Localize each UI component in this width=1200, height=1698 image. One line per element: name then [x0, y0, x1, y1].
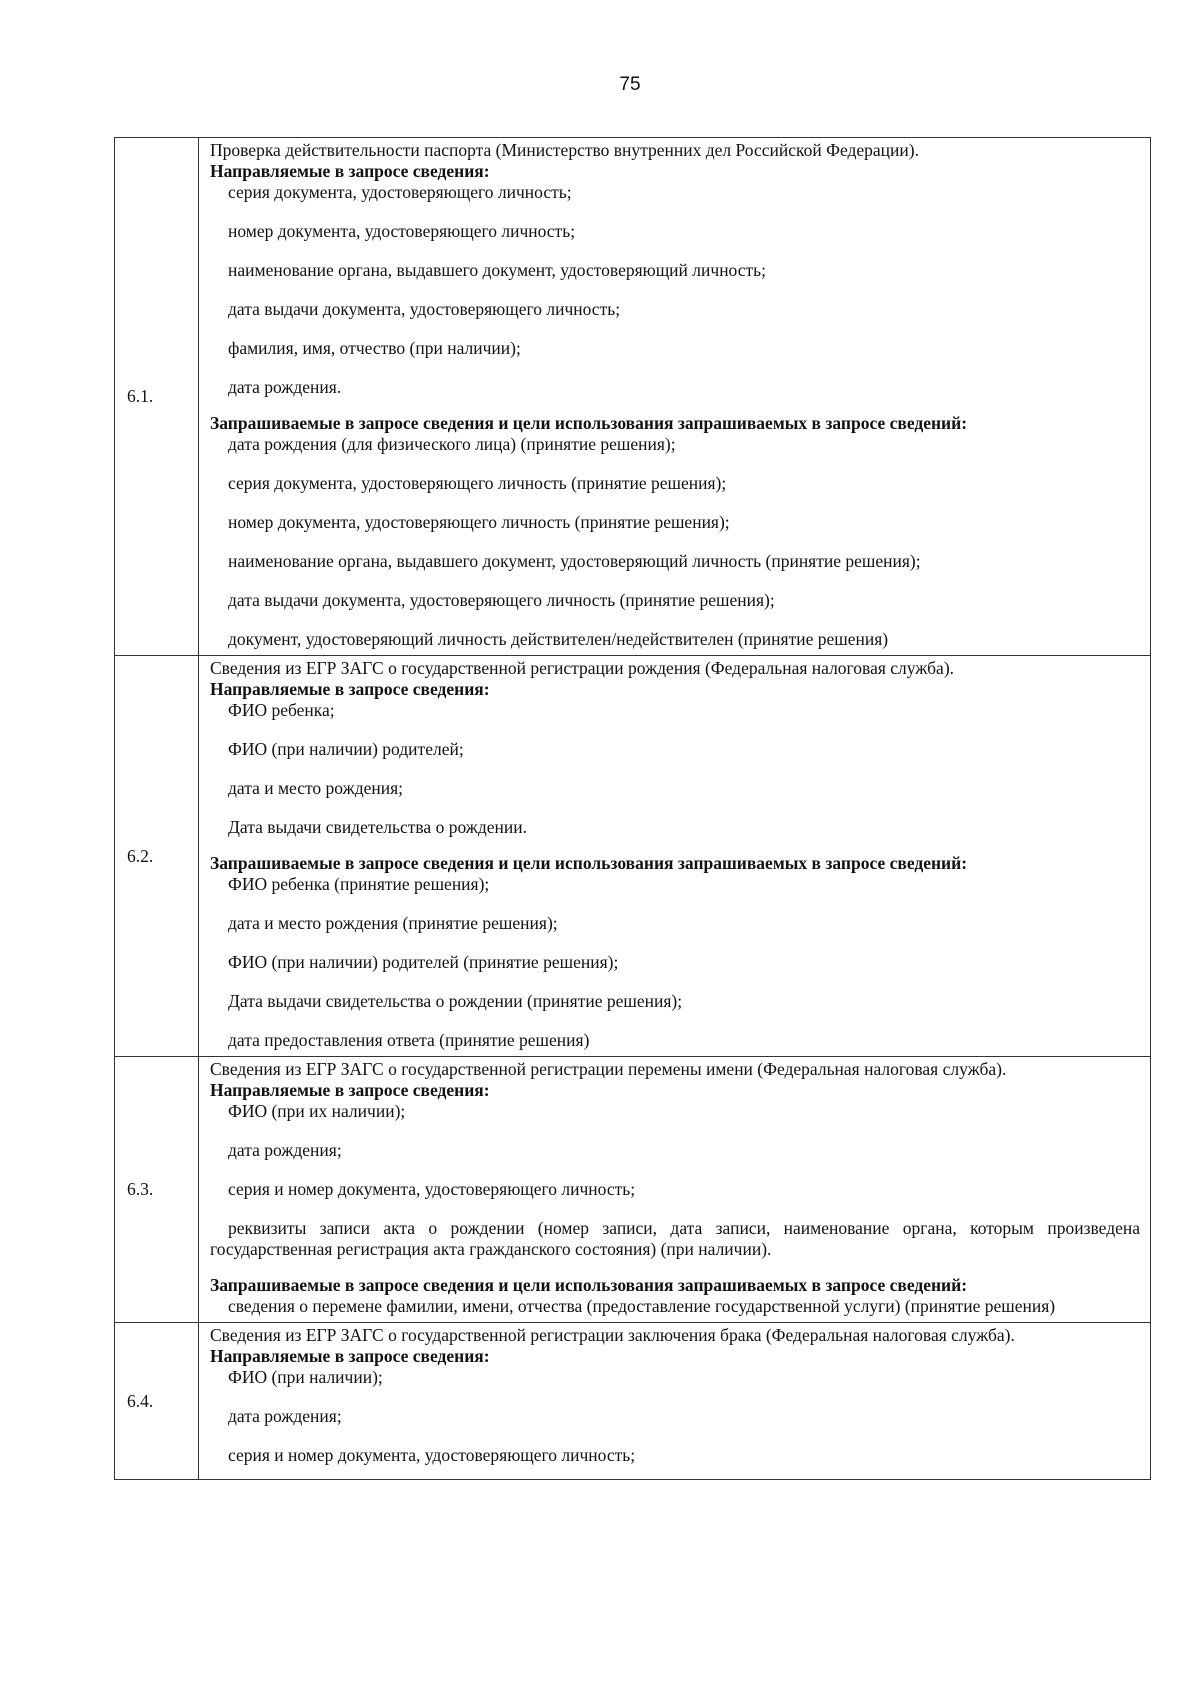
requested-heading: Запрашиваемые в запросе сведения и цели использования запрашиваемых в запросе сведений:	[210, 413, 968, 433]
list-item: ФИО (при их наличии);	[228, 1101, 406, 1121]
list-item: дата рождения.	[228, 377, 342, 397]
page-number: 75	[619, 74, 641, 95]
list-item: серия и номер документа, удостоверяющего личность;	[228, 1179, 636, 1199]
list-item: ФИО ребенка (принятие решения);	[228, 874, 490, 894]
list-item: дата и место рождения;	[228, 778, 404, 798]
list-item: ФИО (при наличии);	[228, 1367, 383, 1387]
row-intro: Сведения из ЕГР ЗАГС о государственной регистрации заключения брака (Федеральная налоговая служба).	[210, 1325, 1015, 1345]
list-item: ФИО (при наличии) родителей;	[228, 739, 464, 759]
row-intro: Сведения из ЕГР ЗАГС о государственной регистрации рождения (Федеральная налоговая служба).	[210, 658, 955, 678]
sent-heading: Направляемые в запросе сведения:	[210, 161, 490, 181]
list-item: реквизиты записи акта о рождении (номер записи, дата записи, наименование органа, которым произведена государственная регистрация акта гражданского состояния) (при наличии).	[210, 1218, 1140, 1259]
row-number: 6.2.	[115, 656, 199, 1057]
list-item: дата и место рождения (принятие решения);	[228, 913, 558, 933]
list-item: дата рождения (для физического лица) (принятие решения);	[228, 434, 676, 454]
table-row	[115, 138, 1151, 656]
list-item: серия и номер документа, удостоверяющего личность;	[228, 1445, 636, 1465]
requested-heading: Запрашиваемые в запросе сведения и цели использования запрашиваемых в запросе сведений:	[210, 1275, 968, 1295]
list-item: Дата выдачи свидетельства о рождении (принятие решения);	[228, 991, 683, 1011]
list-item: дата рождения;	[228, 1406, 342, 1426]
row-number: 6.4.	[115, 1323, 199, 1480]
list-item: номер документа, удостоверяющего личность;	[228, 221, 576, 241]
row-content	[199, 138, 1151, 656]
row-number: 6.1.	[115, 138, 199, 656]
row-intro: Проверка действительности паспорта (Министерство внутренних дел Российской Федерации).	[210, 140, 919, 160]
list-item: дата предоставления ответа (принятие решения)	[228, 1030, 590, 1050]
list-item: дата выдачи документа, удостоверяющего личность;	[228, 299, 621, 319]
row-content	[199, 1057, 1151, 1323]
table-row	[115, 656, 1151, 1057]
list-item: документ, удостоверяющий личность действителен/недействителен (принятие решения)	[228, 629, 889, 649]
sent-heading: Направляемые в запросе сведения:	[210, 1080, 490, 1100]
list-item: Дата выдачи свидетельства о рождении.	[228, 817, 527, 837]
list-item: сведения о перемене фамилии, имени, отчества (предоставление государственной услуги) (принятие решения)	[228, 1296, 1056, 1316]
list-item: номер документа, удостоверяющего личность (принятие решения);	[228, 512, 730, 532]
list-item: серия документа, удостоверяющего личность;	[228, 182, 572, 202]
row-content	[199, 656, 1151, 1057]
list-item: фамилия, имя, отчество (при наличии);	[228, 338, 521, 358]
sent-heading: Направляемые в запросе сведения:	[210, 679, 490, 699]
table-row	[115, 1057, 1151, 1323]
list-item: серия документа, удостоверяющего личность (принятие решения);	[228, 473, 727, 493]
list-item: наименование органа, выдавшего документ, удостоверяющий личность (принятие решения);	[228, 551, 921, 571]
row-content	[199, 1323, 1151, 1480]
list-item: ФИО ребенка;	[228, 700, 335, 720]
row-number: 6.3.	[115, 1057, 199, 1323]
requested-heading: Запрашиваемые в запросе сведения и цели использования запрашиваемых в запросе сведений:	[210, 853, 968, 873]
list-item: наименование органа, выдавшего документ, удостоверяющий личность;	[228, 260, 766, 280]
sent-heading: Направляемые в запросе сведения:	[210, 1346, 490, 1366]
requests-table	[114, 137, 1151, 1480]
table-row	[115, 1323, 1151, 1480]
list-item: дата рождения;	[228, 1140, 342, 1160]
list-item: дата выдачи документа, удостоверяющего личность (принятие решения);	[228, 590, 775, 610]
list-item: ФИО (при наличии) родителей (принятие решения);	[228, 952, 619, 972]
row-intro: Сведения из ЕГР ЗАГС о государственной регистрации перемены имени (Федеральная налоговая служба).	[210, 1059, 1007, 1079]
